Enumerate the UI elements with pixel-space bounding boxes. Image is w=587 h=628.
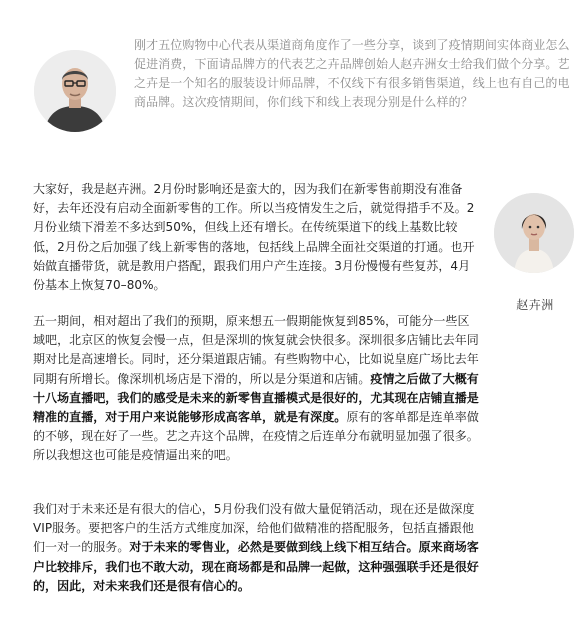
answer-paragraph-3-text: 我们对于未来还是有很大的信心，5月份我们没有做大量促销活动，现在还是做深度VIP服务。要把客户的生活方式维度加深，给他们做精准的搭配服务，包括直播跟他们一对一的服务。 bbox=[33, 502, 475, 555]
answer-paragraph-3-highlight: 对于未来的零售业，必然是要做到线上线下相互结合。原来商场客户比较排斥，我们也不敢大动，现在商场都是和品牌一起做，这种强强联手还是很好的，因此，对未来我们还是很有信心的。 bbox=[33, 540, 479, 593]
host-avatar bbox=[34, 50, 116, 132]
guest-avatar bbox=[494, 193, 574, 273]
guest-name: 赵卉洲 bbox=[516, 298, 554, 312]
answer-paragraph-3 bbox=[33, 500, 481, 596]
answer-paragraph-2-highlight: 疫情之后做了大概有十八场直播吧，我们的感受是未来的新零售直播模式是很好的，尤其现在店铺直播是精准的直播，对于用户来说能够形成高客单，就是有深度。 bbox=[33, 371, 479, 425]
answer-paragraph-2-text-a: 五一期间，相对超出了我们的预期，原来想五一假期能恢复到85%，可能分一些区域吧，北京区的恢复会慢一点，但是深圳的恢复就会快很多。深圳很多店铺比去年同期对比是高速增长。同时，还分渠道跟店铺。有些购物中心，比如说皇庭广场比去年同期有所增长。像深圳机场店是下滑的，所以是分渠道和店铺。 bbox=[33, 314, 479, 386]
host-portrait-image bbox=[34, 50, 116, 132]
answer-paragraph-2-text-b: 原有的客单都是连单率做的不够，现在好了一些。艺之卉这个品牌，在疫情之后连单分布就明显加强了很多。所以我想这也可能是疫情逼出来的吧。 bbox=[33, 410, 479, 463]
guest-portrait-image bbox=[494, 193, 574, 273]
answer-paragraph-2 bbox=[33, 312, 481, 466]
intro-text: 刚才五位购物中心代表从渠道商角度作了一些分享，谈到了疫情期间实体商业怎么促进消费，下面请品牌方的代表艺之卉品牌创始人赵卉洲女士给我们做个分享。艺之卉是一个知名的服装设计师品牌，不仅线下有很多销售渠道，线上也有自己的电商品牌。这次疫情期间，你们线下和线上表现分别是什么样的？ bbox=[134, 38, 570, 109]
answer-paragraph-1: 大家好，我是赵卉洲。2月份时影响还是蛮大的，因为我们在新零售前期没有准备好，去年还没有启动全面新零售的工作。所以当疫情发生之后，就觉得措手不及。2月份业绩下滑差不多达到50%，但线上还有增长。在传统渠道下的线上基数比较低，2月份之后加强了线上新零售的落地，包括线上品牌全面社交渠道的打通。也开始做直播带货，就是教用户搭配，跟我们用户产生连接。3月份慢慢有些复苏，4月份基本上恢复70–80%。 bbox=[33, 182, 475, 293]
